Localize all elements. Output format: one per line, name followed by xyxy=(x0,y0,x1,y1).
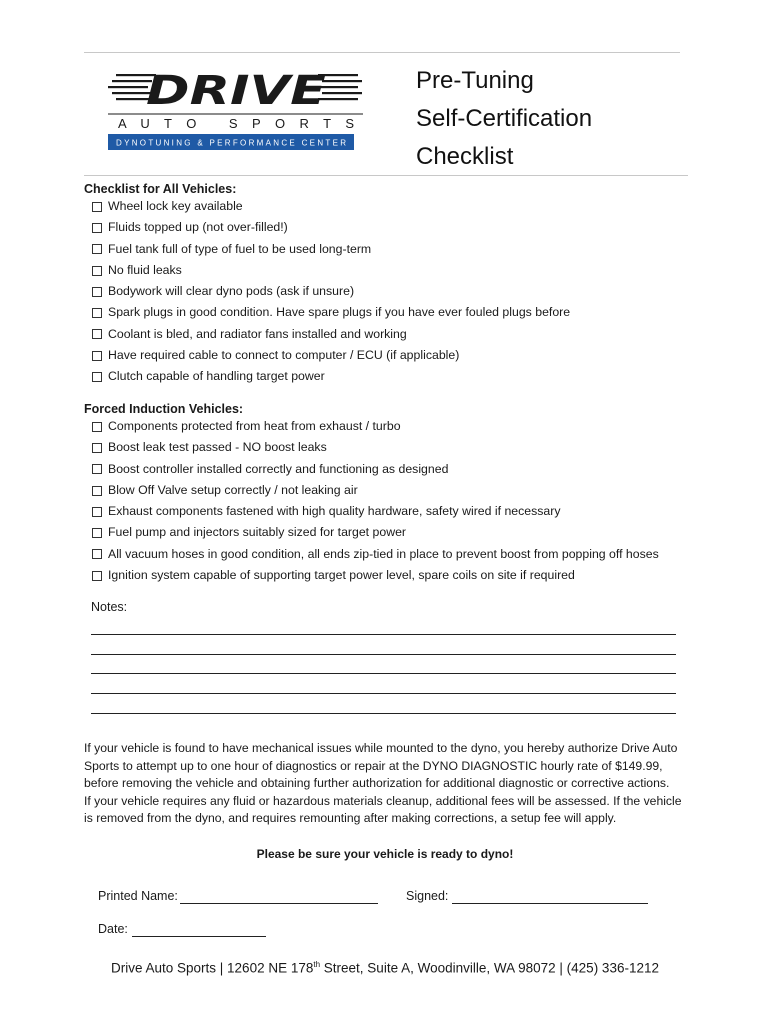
forced-induction-list xyxy=(92,416,659,586)
checkbox[interactable] xyxy=(92,422,102,432)
notes-label: Notes: xyxy=(91,600,128,614)
forced-induction-heading: Forced Induction Vehicles: xyxy=(84,402,244,416)
disclaimer-line: is removed from the dyno, and requires remounting after making corrections, a setup fee will apply. xyxy=(84,811,617,826)
checkbox[interactable] xyxy=(92,507,102,517)
ready-notice: Please be sure your vehicle is ready to dyno! xyxy=(256,847,514,861)
signature-field[interactable] xyxy=(452,903,648,904)
checkbox[interactable] xyxy=(92,549,102,559)
checklist-item: Coolant is bled, and radiator fans installed and working xyxy=(92,324,570,345)
all-vehicles-list xyxy=(92,196,570,388)
notes-line[interactable] xyxy=(91,693,676,694)
logo-tagline: DYNOTUNING & PERFORMANCE CENTER xyxy=(116,138,346,148)
checkbox[interactable] xyxy=(92,443,102,453)
checkbox[interactable] xyxy=(92,486,102,496)
document-title xyxy=(416,62,592,176)
top-rule xyxy=(84,52,680,53)
checklist-item: Ignition system capable of supporting target power level, spare coils on site if required xyxy=(92,565,659,586)
logo-brand: DRIVE xyxy=(146,70,326,114)
title-line-1: Pre-Tuning xyxy=(416,67,534,94)
notes-line[interactable] xyxy=(91,654,676,655)
disclaimer-line: before removing the vehicle and obtaining further authorization for additional diagnostic or corrective actions. xyxy=(84,776,670,791)
checkbox[interactable] xyxy=(92,351,102,361)
notes-line[interactable] xyxy=(91,634,676,635)
printed-name-label: Printed Name: xyxy=(98,889,178,903)
date-field[interactable] xyxy=(132,936,266,937)
notes-line[interactable] xyxy=(91,713,676,714)
checklist-item: Boost controller installed correctly and functioning as designed xyxy=(92,459,659,480)
checklist-item: Bodywork will clear dyno pods (ask if unsure) xyxy=(92,281,570,302)
checklist-item: Wheel lock key available xyxy=(92,196,570,217)
checkbox[interactable] xyxy=(92,528,102,538)
footer-address: Drive Auto Sports | 12602 NE 178th Street, Suite A, Woodinville, WA 98072 | (425) 336-1212 xyxy=(110,960,659,976)
checkbox[interactable] xyxy=(92,244,102,254)
checkbox[interactable] xyxy=(92,571,102,581)
checklist-item: Fluids topped up (not over-filled!) xyxy=(92,217,570,238)
checklist-item: Fuel tank full of type of fuel to be used long-term xyxy=(92,239,570,260)
all-vehicles-heading: Checklist for All Vehicles: xyxy=(84,182,237,196)
date-label: Date: xyxy=(98,922,128,936)
checkbox[interactable] xyxy=(92,223,102,233)
checkbox[interactable] xyxy=(92,329,102,339)
checklist-item: Fuel pump and injectors suitably sized for target power xyxy=(92,522,659,543)
checklist-item: Clutch capable of handling target power xyxy=(92,366,570,387)
checklist-item: Boost leak test passed - NO boost leaks xyxy=(92,437,659,458)
disclaimer-paragraph xyxy=(84,740,724,828)
disclaimer-line: If your vehicle requires any fluid or hazardous materials cleanup, additional fees will be assessed. If the vehicle xyxy=(84,793,682,808)
checkbox[interactable] xyxy=(92,287,102,297)
checklist-item: No fluid leaks xyxy=(92,260,570,281)
notes-line[interactable] xyxy=(91,673,676,674)
printed-name-field[interactable] xyxy=(180,903,378,904)
checkbox[interactable] xyxy=(92,266,102,276)
logo-sub: A U T O S P O R T S xyxy=(118,116,354,131)
checklist-item: Exhaust components fastened with high quality hardware, safety wired if necessary xyxy=(92,501,659,522)
signed-label: Signed: xyxy=(406,889,449,903)
disclaimer-line: Sports to attempt up to one hour of diagnostics or repair at the DYNO DIAGNOSTIC hourly rate of $149.99, xyxy=(84,758,663,773)
checkbox[interactable] xyxy=(92,202,102,212)
title-line-2: Self-Certification xyxy=(416,105,593,132)
checkbox[interactable] xyxy=(92,308,102,318)
header-rule xyxy=(84,175,688,176)
disclaimer-line: If your vehicle is found to have mechanical issues while mounted to the dyno, you hereby authorize Drive Auto xyxy=(84,741,678,755)
checklist-item: All vacuum hoses in good condition, all ends zip-tied in place to prevent boost from popping off hoses xyxy=(92,544,659,565)
checklist-item: Components protected from heat from exhaust / turbo xyxy=(92,416,659,437)
title-line-3: Checklist xyxy=(416,143,514,170)
checkbox[interactable] xyxy=(92,372,102,382)
checklist-item: Have required cable to connect to computer / ECU (if applicable) xyxy=(92,345,570,366)
checklist-item: Spark plugs in good condition. Have spare plugs if you have ever fouled plugs before xyxy=(92,302,570,323)
checkbox[interactable] xyxy=(92,464,102,474)
drive-auto-sports-logo xyxy=(108,70,363,154)
checklist-item: Blow Off Valve setup correctly / not leaking air xyxy=(92,480,659,501)
